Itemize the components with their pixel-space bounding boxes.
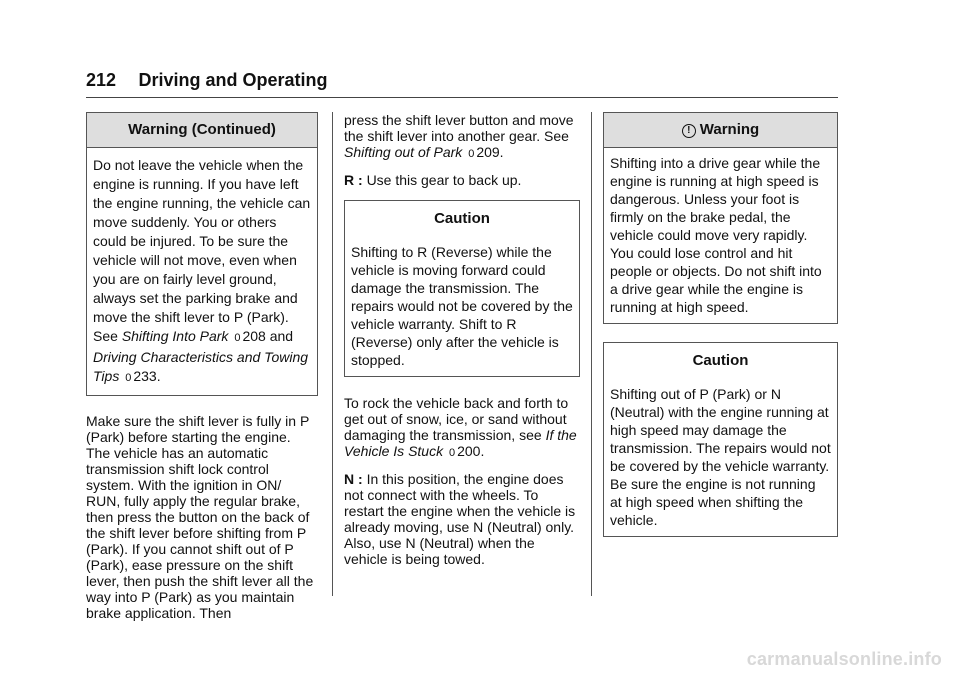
caution-title: Caution bbox=[604, 343, 837, 379]
page-ref-number[interactable]: 209 bbox=[476, 144, 500, 160]
shift-lock-paragraph: Make sure the shift lever is fully in P (Park) before starting the engine. The vehicle has an automatic transmission shift lock control system. With the ignition in ON/ RUN, fully apply the regular brake, then press the button on the back of the shift lever before shifting from P (Park). If you cannot shift out of P (Park), ease pressure on the shift lever, then push the shift lever all the way into P (Park) as you maintain brake application. Then bbox=[86, 413, 314, 621]
page-header bbox=[86, 70, 838, 91]
column-divider bbox=[591, 112, 592, 596]
caution-box bbox=[603, 342, 838, 537]
link-vehicle-stuck[interactable]: If the Vehicle Is Stuck bbox=[344, 427, 577, 459]
link-shifting-into-park[interactable]: Shifting Into Park bbox=[121, 328, 229, 344]
reverse-text: Use this gear to back up. bbox=[366, 172, 522, 188]
column-divider bbox=[332, 112, 333, 596]
watermark: carmanualsonline.info bbox=[746, 649, 942, 669]
warning-continued-body: Do not leave the vehicle when the engine is running. If you have left the engine running, the vehicle can move suddenly. You or others could be injured. To be sure the vehicle will not move, even when you are on fairly level ground, always set the parking brake and move the shift lever to P (Park). See Shifting Into Park 0 208 and Driving Characteristics and Towing Tips 0 233. bbox=[93, 157, 311, 384]
warning-continued-title: Warning (Continued) bbox=[87, 113, 317, 148]
page-ref-number[interactable]: 208 bbox=[242, 328, 266, 344]
caution-reverse-text: Shifting to R (Reverse) while the vehicle is moving forward could damage the transmission. The repairs would not be covered by the vehicle warranty. Shift to R (Reverse) only after the vehicle is stopped. bbox=[351, 244, 573, 368]
link-driving-characteristics[interactable]: Driving Characteristics and Towing Tips bbox=[93, 349, 309, 384]
and-text: and bbox=[269, 328, 294, 344]
page-ref-number[interactable]: 200 bbox=[457, 443, 481, 459]
rock-paragraph: To rock the vehicle back and forth to get out of snow, ice, or sand without damaging the transmission, see If the Vehicle Is Stuck 0 200. bbox=[344, 395, 577, 459]
section-title: Driving and Operating bbox=[138, 70, 328, 90]
reverse-paragraph bbox=[344, 172, 580, 188]
page-ref-icon: 0 bbox=[468, 148, 475, 160]
column-3 bbox=[603, 112, 838, 537]
page-ref-icon: 0 bbox=[125, 372, 132, 384]
link-shifting-out-of-park[interactable]: Shifting out of Park bbox=[344, 144, 463, 160]
warning-box bbox=[603, 112, 838, 324]
neutral-text: In this position, the engine does not connect with the wheels. To restart the engine when the vehicle is already moving, use N (Neutral) only. Also, use N (Neutral) when the vehicle is being towed. bbox=[344, 471, 576, 567]
page-ref-icon: 0 bbox=[448, 447, 456, 459]
caution-reverse-title: Caution bbox=[345, 201, 579, 237]
warning-continued-box bbox=[86, 112, 318, 396]
neutral-label: N : bbox=[344, 471, 363, 487]
warning-text: Shifting into a drive gear while the engine is running at high speed is dangerous. Unless your foot is firmly on the brake pedal, the vehicle could move very rapidly. You could lose control and hit people or objects. Do not shift into a drive gear while the engine is running at high speed. bbox=[610, 155, 822, 315]
page-number: 212 bbox=[86, 70, 117, 90]
warning-icon: ! bbox=[682, 124, 696, 138]
column-2 bbox=[344, 112, 580, 567]
caution-reverse-box bbox=[344, 200, 580, 377]
column-1 bbox=[86, 112, 318, 621]
continued-paragraph: press the shift lever button and move the shift lever into another gear. See Shifting out of Park 0 209. bbox=[344, 112, 574, 160]
warning-title: Warning bbox=[699, 121, 760, 138]
caution-text: Shifting out of P (Park) or N (Neutral) with the engine running at high speed may damage the transmission. The repairs would not be covered by the vehicle warranty. Be sure the engine is not running at high speed when shifting the vehicle. bbox=[610, 386, 831, 528]
page-ref-number[interactable]: 233 bbox=[133, 368, 157, 384]
neutral-paragraph bbox=[344, 471, 580, 567]
header-rule bbox=[86, 97, 838, 98]
warning-header bbox=[604, 113, 837, 148]
page-ref-icon: 0 bbox=[234, 332, 241, 344]
reverse-label: R : bbox=[344, 172, 363, 188]
rock-text: To rock the vehicle back and forth to get out of snow, ice, or sand without damaging the transmission, see bbox=[344, 395, 569, 443]
warning-continued-text: Do not leave the vehicle when the engine is running. If you have left the engine running, the vehicle can move suddenly. You or others could be injured. To be sure the vehicle will not move, even when you are on fairly level ground, always set the parking brake and move the shift lever to P (Park). See bbox=[93, 157, 311, 344]
continued-text: press the shift lever button and move the shift lever into another gear. See bbox=[344, 112, 574, 144]
